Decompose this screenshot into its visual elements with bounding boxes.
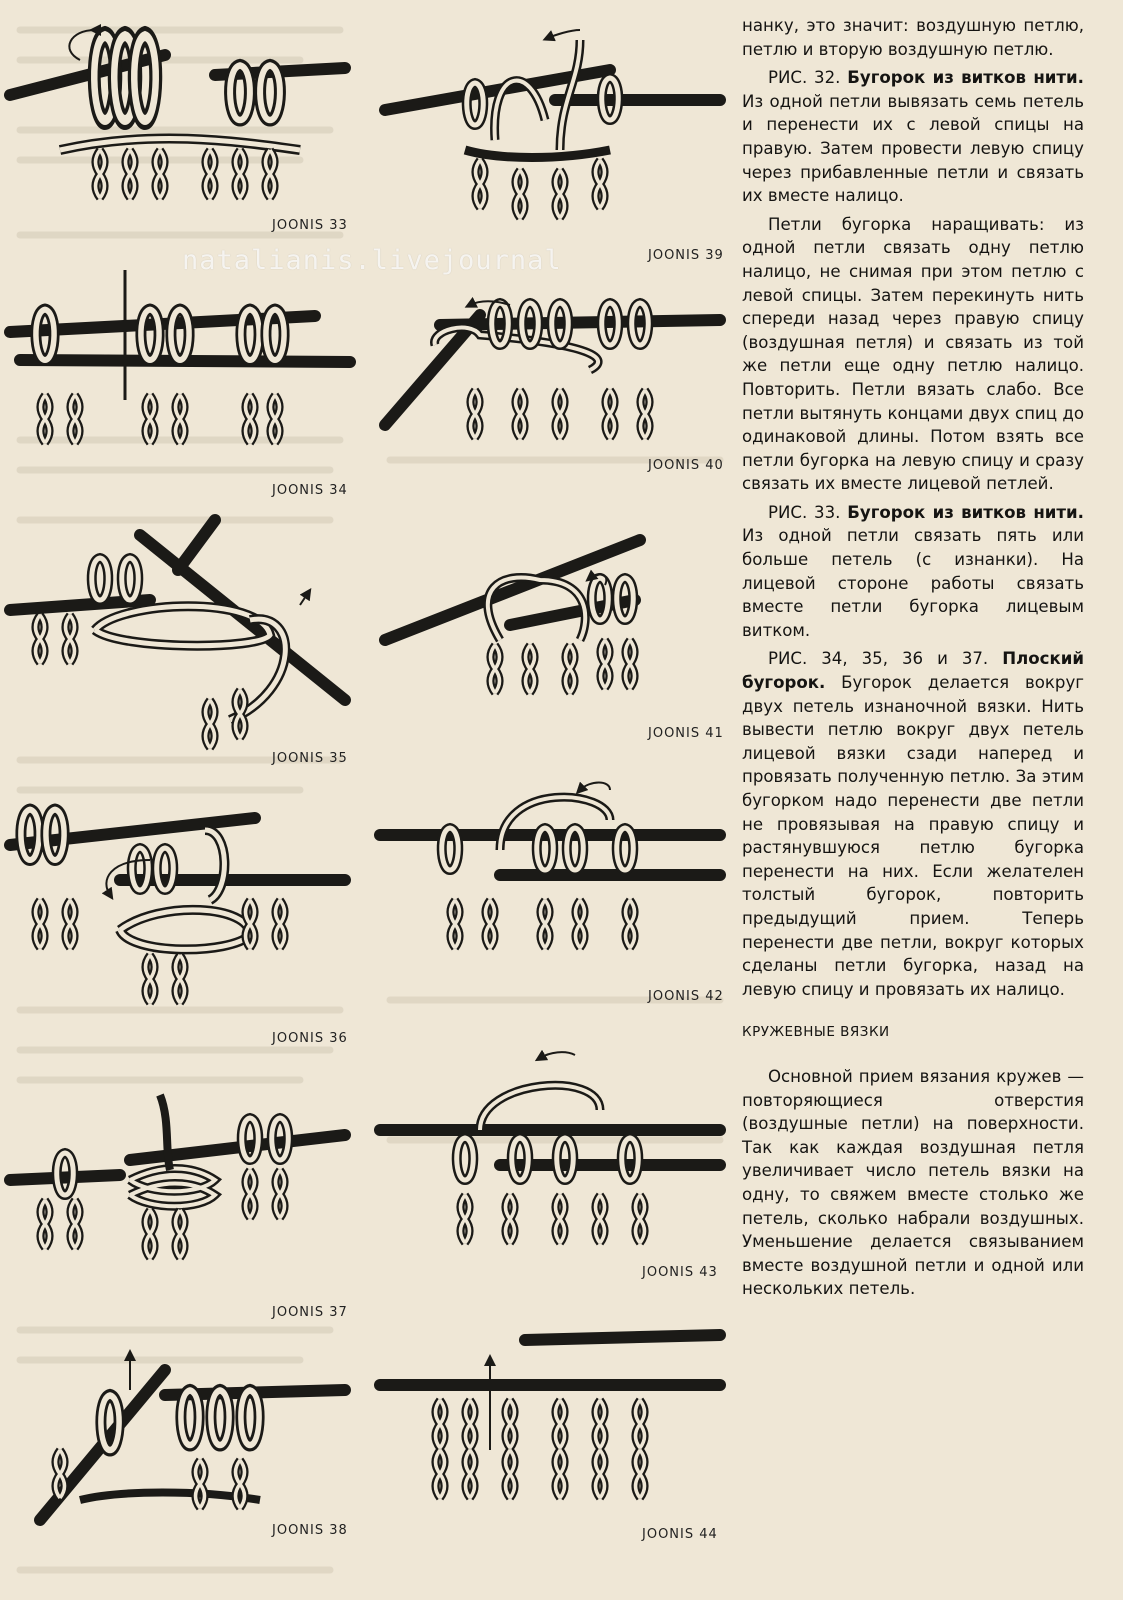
figure-caption: JOONIS 39 xyxy=(648,248,724,263)
section-heading: КРУЖЕВНЫЕ ВЯЗКИ xyxy=(742,1024,890,1041)
paragraph-body: Из одной петли связать пять или больше петель (с изнанки). На лицевой стороне работы связать вместе петли бугорка лицевым витком. xyxy=(742,526,1084,640)
figure-43-illustration xyxy=(380,1052,720,1243)
figure-caption: JOONIS 40 xyxy=(648,458,724,473)
figure-33-illustration xyxy=(10,30,345,198)
figure-41-illustration xyxy=(385,540,640,693)
figure-caption: JOONIS 36 xyxy=(272,1031,348,1046)
paragraph: Петли бугорка наращивать: из одной петли связать одну петлю налицо, не снимая при этом петлю с левой спицы. Затем перекинуть нить спереди назад через правую спицу (воздушная петля) и связать из той же петли еще одну петлю налицо. Повторить. Петли вязать слабо. Все петли вытянуть концами двух спиц до одинаковой длины. Потом взять все петли бугорка на левую спицу и сразу связать их вместе лицевой петлей. xyxy=(742,214,1084,494)
figure-36-illustration xyxy=(10,810,345,1003)
figure-caption: JOONIS 41 xyxy=(648,726,724,741)
figure-37-illustration xyxy=(10,1095,345,1258)
figure-caption: JOONIS 37 xyxy=(272,1305,348,1320)
paragraph-title: Бугорок из витков нити. xyxy=(847,502,1084,522)
figure-40-illustration xyxy=(385,301,720,438)
paragraph: Основной прием вязания кружев — повторяющиеся отверстия (воздушные петли) на поверхности. Так как каждая воздушная петля увеличивает число петель вязки на одну, то свяжем вместе столько же петель, сколько набрали воздушных. Уменьшение делается связыванием вместе воздушной петли и одной или нескольких петель. xyxy=(742,1066,1084,1299)
figure-caption: JOONIS 42 xyxy=(648,989,724,1004)
paragraph-title: Плоский бугорок. xyxy=(742,649,1084,693)
article-text-column xyxy=(742,14,1084,1306)
figure-39-illustration xyxy=(385,30,720,218)
figure-caption: JOONIS 35 xyxy=(272,751,348,766)
paragraph xyxy=(742,501,1084,643)
figure-caption: JOONIS 33 xyxy=(272,218,348,233)
figure-caption: JOONIS 43 xyxy=(642,1265,718,1280)
paragraph-title: Бугорок из витков нити. xyxy=(847,68,1084,88)
paragraph: нанку, это значит: воздушную петлю, петлю и вторую воздушную петлю. xyxy=(742,16,1084,59)
figure-ref: РИС. 34, 35, 36 и 37. xyxy=(768,649,989,669)
figure-38-illustration xyxy=(40,1355,345,1520)
watermark: natalianis.livejournal xyxy=(182,245,562,276)
figure-42-illustration xyxy=(380,783,720,949)
paragraph xyxy=(742,66,1084,208)
figure-caption: JOONIS 44 xyxy=(642,1527,718,1542)
paragraph-body: Из одной петли вывязать семь петель и перенести их с левой спицы на правую. Затем провести левую спицу через прибавленные петли и связать их вместе налицо. xyxy=(742,91,1084,206)
figure-caption: JOONIS 38 xyxy=(272,1523,348,1538)
paragraph xyxy=(742,647,1084,1001)
figure-ref: РИС. 33. xyxy=(768,502,841,522)
figure-34-illustration xyxy=(10,270,350,443)
figure-35-illustration xyxy=(10,520,345,748)
figure-ref: РИС. 32. xyxy=(768,68,841,88)
figure-44-illustration xyxy=(380,1335,720,1498)
figure-caption: JOONIS 34 xyxy=(272,483,348,498)
paragraph-body: Бугорок делается вокруг двух петель изнаночной вязки. Нить вывести петлю вокруг двух петель лицевой вязки сзади наперед и провязать полученную петлю. За этим бугорком надо перенести две петли не провязывая на правую спицу и растянувшуюся петлю бугорка перенести на них. Если желателен толстый бугорок, повторить предыдущий прием. Теперь перенести две петли, вокруг которых сделаны петли бугорка, назад на левую спицу и провязать их налицо. xyxy=(742,673,1084,999)
